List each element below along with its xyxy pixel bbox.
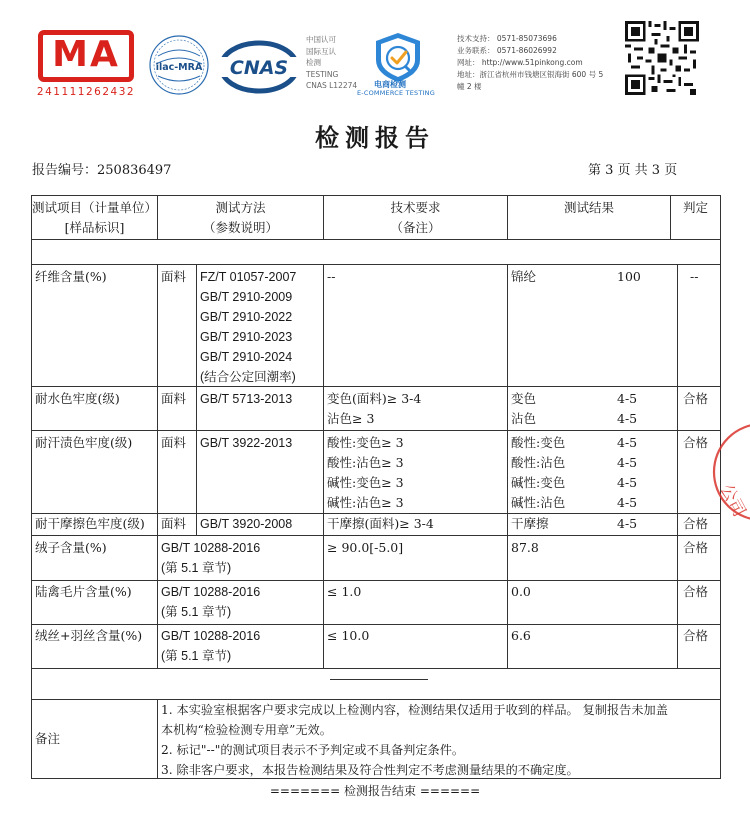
requirement-line: 碱性:变色≥ 3	[327, 475, 404, 490]
cnas-text-line: TESTING	[306, 69, 339, 79]
result-values	[617, 389, 637, 429]
result-value: 4-5	[617, 495, 638, 510]
cnas-text-line: 中国认可	[306, 35, 336, 44]
result-label: 锦纶	[511, 269, 537, 284]
row-part: 面料	[161, 269, 187, 284]
result-value: 4-5	[617, 455, 638, 470]
result-label: 酸性:沾色	[511, 455, 566, 470]
row-part: 面料	[161, 435, 187, 450]
method-line: GB/T 2910-2022	[200, 310, 293, 324]
result-label: 变色	[511, 391, 537, 406]
method-line: (第 5.1 章节)	[161, 605, 232, 619]
cnas-text-line: 检测	[306, 58, 321, 67]
header-requirement-line1: 技术要求	[390, 200, 441, 215]
requirement-line: 变色(面料)≥ 3-4	[327, 391, 422, 406]
method-line: (第 5.1 章节)	[161, 649, 232, 663]
cnas-text-line: CNAS L12274	[306, 81, 358, 90]
result-value: 100	[617, 269, 641, 284]
requirement-line: 酸性:变色≥ 3	[327, 435, 404, 450]
header-requirement	[324, 198, 507, 238]
cma-logo-letters: MA	[52, 34, 120, 75]
row-requirement	[327, 433, 404, 513]
row-verdict: --	[690, 269, 699, 284]
header-result: 测试结果	[563, 200, 614, 215]
row-item: 绒丝+羽丝含量(%)	[35, 628, 143, 643]
method-line: FZ/T 01057-2007	[200, 270, 297, 284]
result-label: 碱性:沾色	[511, 495, 566, 510]
row-requirement: --	[327, 269, 336, 284]
row-item: 耐水色牢度(级)	[35, 391, 120, 406]
header-item-line1: 测试项目（计量单位）	[32, 200, 158, 215]
row-requirement: ≤ 1.0	[327, 584, 362, 599]
row-method	[200, 267, 296, 387]
row-method: GB/T 5713-2013	[200, 392, 293, 406]
result-value: 4-5	[617, 516, 638, 531]
header-method	[158, 198, 323, 238]
row-method: GB/T 3920-2008	[200, 517, 293, 531]
row-method	[161, 538, 260, 578]
result-value: 4-5	[617, 475, 638, 490]
row-verdict: 合格	[683, 516, 709, 531]
method-line: GB/T 2910-2023	[200, 330, 293, 344]
note-line: 本机构“检验检测专用章”无效。	[161, 723, 332, 737]
result-label: 沾色	[511, 411, 537, 426]
row-item: 陆禽毛片含量(%)	[35, 584, 132, 599]
result-labels	[511, 389, 536, 429]
row-part: 面料	[161, 516, 187, 531]
row-item: 纤维含量(%)	[35, 269, 107, 284]
page-info: 第 3 页 共 3 页	[588, 163, 678, 178]
contact-line: 技术支持： 0571-85073696	[457, 34, 557, 43]
header-verdict: 判定	[682, 200, 708, 215]
row-verdict: 合格	[683, 540, 709, 555]
row-verdict: 合格	[683, 391, 709, 406]
method-line: GB/T 2910-2024	[200, 350, 293, 364]
result-value: 4-5	[617, 435, 638, 450]
method-line: GB/T 10288-2016	[161, 541, 261, 555]
row-item: 耐汗渍色牢度(级)	[35, 435, 133, 450]
row-part: 面料	[161, 391, 187, 406]
requirement-line: 酸性:沾色≥ 3	[327, 455, 404, 470]
page-title: 检测报告	[315, 124, 435, 152]
report-number: 报告编号：250836497	[32, 163, 172, 178]
result-value: 87.8	[511, 540, 539, 555]
result-values	[617, 433, 637, 513]
cnas-text-line: 国际互认	[306, 46, 336, 56]
cma-number: 241111262432	[36, 86, 136, 98]
contact-line: 地址：浙江省杭州市钱塘区银海街 600 号 5	[457, 70, 604, 79]
result-value: 4-5	[617, 411, 638, 426]
result-label: 酸性:变色	[511, 435, 566, 450]
method-line: GB/T 10288-2016	[161, 585, 261, 599]
header-item-line2: [样品标识]	[64, 220, 125, 235]
contact-line: 业务联系： 0571-86026992	[457, 46, 557, 55]
result-label: 碱性:变色	[511, 475, 566, 490]
row-method: GB/T 3922-2013	[200, 436, 293, 450]
row-item: 绒子含量(%)	[35, 540, 107, 555]
method-line: GB/T 10288-2016	[161, 629, 261, 643]
result-value: 4-5	[617, 391, 638, 406]
row-verdict: 合格	[683, 435, 709, 450]
ecommerce-label-en: E-COMMERCE TESTING	[357, 89, 435, 97]
row-requirement: ≤ 10.0	[327, 628, 370, 643]
note-line: 2. 标记"--"的测试项目表示不予判定或不具备判定条件。	[161, 743, 465, 757]
requirement-line: 碱性:沾色≥ 3	[327, 495, 404, 510]
row-method	[161, 626, 260, 666]
method-line: GB/T 2910-2009	[200, 290, 293, 304]
row-requirement: ≥ 90.0[-5.0]	[327, 540, 404, 555]
row-requirement: 干摩擦(面料)≥ 3-4	[327, 516, 434, 531]
note-line: 1. 本实验室根据客户要求完成以上检测内容，检测结果仅适用于收到的样品。 复制报告未加盖	[161, 703, 668, 717]
ecommerce-label-cn: 电商检测	[374, 80, 406, 89]
note-line: 3. 除非客户要求，本报告检测结果及符合性判定不考虑测量结果的不确定度。	[161, 763, 579, 777]
result-value: 6.6	[511, 628, 531, 643]
cnas-label: CNAS	[229, 57, 289, 79]
seal-text: 公司	[715, 480, 750, 521]
ilac-mra-label: ilac-MRA	[155, 62, 203, 73]
requirement-line: 沾色≥ 3	[327, 411, 375, 426]
report-end-marker: ======= 检测报告结束 ======	[269, 784, 481, 798]
header-requirement-line2: （备注）	[390, 220, 441, 235]
result-value: 0.0	[511, 584, 531, 599]
notes-label: 备注	[35, 731, 61, 746]
header-method-line1: 测试方法	[215, 200, 266, 215]
notes-content	[161, 700, 668, 780]
row-verdict: 合格	[683, 628, 709, 643]
contact-line: 幢 2 楼	[457, 82, 482, 91]
row-verdict: 合格	[683, 584, 709, 599]
header-method-line2: （参数说明）	[202, 220, 278, 235]
contact-line: 网址： http://www.51pinkong.com	[457, 58, 583, 67]
method-line: (结合公定回潮率)	[200, 370, 296, 384]
method-line: (第 5.1 章节)	[161, 561, 232, 575]
row-item: 耐干摩擦色牢度(级)	[35, 516, 145, 531]
result-labels	[511, 433, 565, 513]
header-item	[32, 198, 157, 238]
result-label: 干摩擦	[511, 516, 549, 531]
row-method	[161, 582, 260, 622]
company-seal-stamp	[700, 420, 750, 530]
row-requirement	[327, 389, 421, 429]
